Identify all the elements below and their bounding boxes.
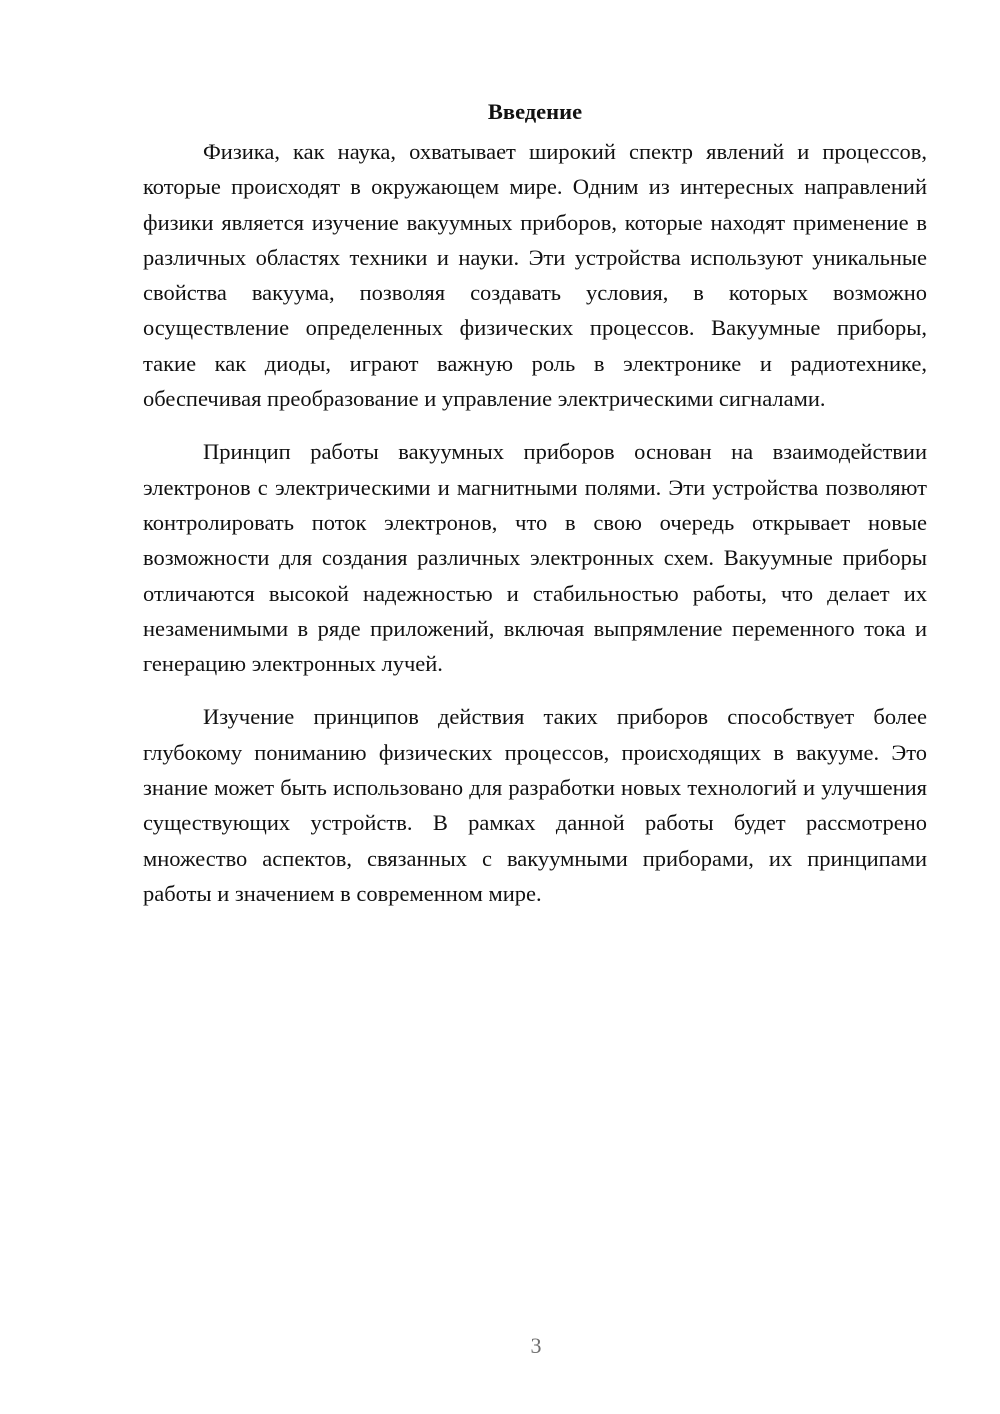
paragraph-3: Изучение принципов действия таких приборов способствует более глубокому пониманию физических процессов, происходящих в вакууме. Это знание может быть использовано для разработки новых технологий и улучшения существующих устройств. В рамках данной работы будет рассмотрено множество аспектов, связанных с вакуумными приборами, их принципами работы и значением в современном мире.: [143, 704, 927, 906]
paragraph-2: Принцип работы вакуумных приборов основан на взаимодействии электронов с электрическими и магнитными полями. Эти устройства позволяют контролировать поток электронов, что в свою очередь открывает новые возможности для создания различных электронных схем. Вакуумные приборы отличаются высокой надежностью и стабильностью работы, что делает их незаменимыми в ряде приложений, включая выпрямление переменного тока и генерацию электронных лучей.: [143, 439, 927, 677]
page-number: 3: [530, 1333, 542, 1358]
paragraph-1: Физика, как наука, охватывает широкий спектр явлений и процессов, которые происходят в окружающем мире. Одним из интересных направлений физики является изучение вакуумных приборов, которые находят применение в различных областях техники и науки. Эти устройства используют уникальные свойства вакуума, позволяя создавать условия, в которых возможно осуществление определенных физических процессов. Вакуумные приборы, такие как диоды, играют важную роль в электронике и радиотехнике, обеспечивая преобразование и управление электрическими сигналами.: [143, 139, 927, 412]
page-content: [143, 98, 927, 929]
section-title: Введение: [487, 99, 583, 124]
